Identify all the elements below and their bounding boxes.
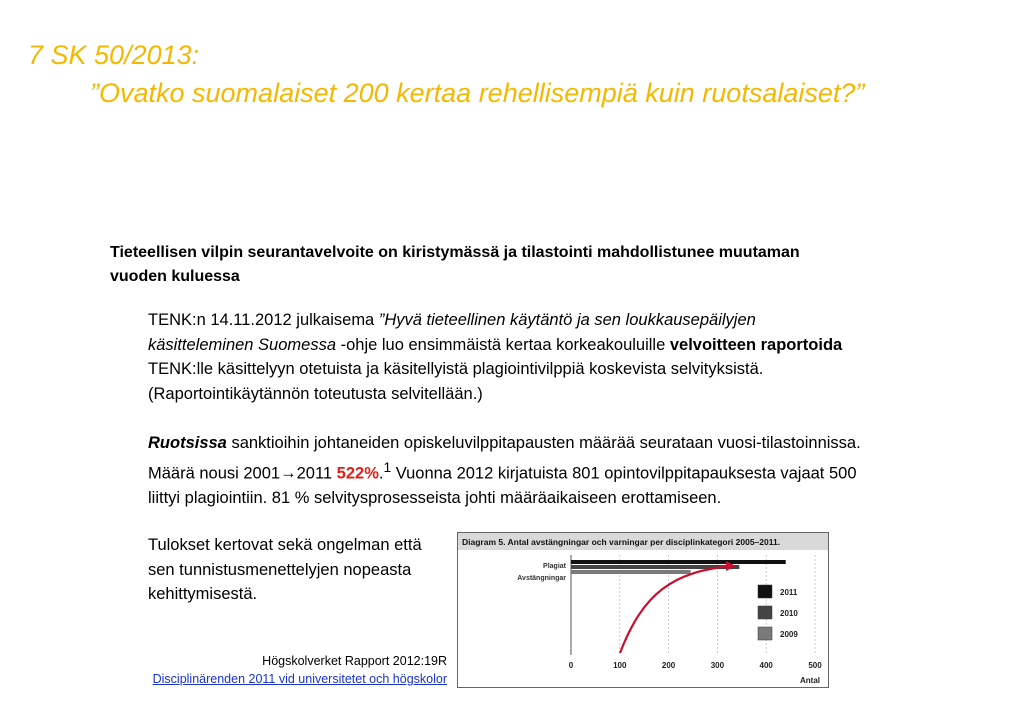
category-label-plagiat: Plagiat (543, 563, 566, 570)
x-tick-label-200: 200 (661, 661, 676, 670)
p1-text-3: TENK:lle käsittelyyn otetuista ja käsitellyistä plagiointivilppiä koskevista selvityksistä. (Raportointikäytännön toteutusta selvitellään.) (148, 360, 764, 403)
legend-swatch-2011 (758, 585, 772, 598)
p2-text-3: . (378, 464, 384, 482)
source-citation (153, 652, 447, 688)
diagram-5-chart (457, 532, 829, 688)
x-axis-label: Antal (800, 676, 820, 685)
p2-text-2: 2011 (296, 464, 337, 482)
x-tick-label-100: 100 (613, 661, 627, 670)
right-arrow-icon: → (280, 464, 297, 482)
bar-plagiat-2011 (571, 560, 786, 564)
x-tick-label-500: 500 (808, 661, 822, 670)
paragraph-results: Tulokset kertovat sekä ongelman että sen tunnistusmenettelyjen nopeasta kehittymisestä. (148, 536, 422, 603)
x-tick-label-300: 300 (710, 661, 725, 670)
growth-arrow-curve (620, 566, 733, 653)
source-link[interactable]: Disciplinärenden 2011 vid universitetet och högskolor (152, 672, 447, 686)
p2-text-1: sanktioihin johtaneiden opiskeluvilppitapausten määrää seurataan vuosi-tilastoinnissa. Määrä nousi 2001 (148, 434, 861, 482)
bar-plagiat-2009 (571, 570, 691, 574)
legend-swatch-2010 (758, 606, 772, 619)
title-line-1: 7 SK 50/2013: (28, 40, 200, 70)
p1-guideline-title: Hyvä tieteellinen käytäntö ja sen loukkausepäilyjen käsitteleminen Suomessa (148, 311, 756, 354)
slide-title (28, 36, 864, 112)
section-heading: Tieteellisen vilpin seurantavelvoite on kiristymässä ja tilastointi mahdollistunee muutaman vuoden kuluessa (110, 244, 800, 285)
category-label-avstangningar: Avstängningar (517, 575, 566, 582)
paragraph-tenk (148, 308, 863, 406)
source-report: Högskolverket Rapport 2012:19R (262, 654, 447, 668)
legend-label-2011: 2011 (780, 588, 798, 597)
p1-bold-obligation: velvoitteen raportoida (669, 335, 843, 354)
p2-footnote-marker: 1 (383, 459, 392, 475)
p2-text-4: Vuonna 2012 kirjatuista 801 opintovilppitapauksesta vajaat 500 liittyi plagiointiin. 81 % selvitysprosesseista johti määräaikaiseen erottamiseen. (148, 464, 857, 507)
p2-ruotsissa: Ruotsissa (148, 434, 227, 452)
x-tick-label-400: 400 (759, 661, 773, 670)
p1-quote-mark: ” (378, 311, 385, 329)
title-line-2: ”Ovatko suomalaiset 200 kertaa rehellisempiä kuin ruotsalaiset?” (90, 78, 865, 108)
legend-swatch-2009 (758, 627, 772, 640)
p1-text-2: -ohje luo ensimmäistä kertaa korkeakouluille (336, 335, 670, 354)
chart-svg (458, 533, 828, 687)
legend-label-2009: 2009 (780, 630, 798, 639)
legend-label-2010: 2010 (780, 609, 798, 618)
p2-increase-percent: 522% (336, 464, 379, 482)
x-tick-label-0: 0 (568, 661, 574, 670)
p1-text-1: TENK:n 14.11.2012 julkaisema (148, 311, 379, 329)
chart-title: Diagram 5. Antal avstängningar och varningar per disciplinkategori 2005–2011. (462, 537, 781, 547)
paragraph-sweden (148, 431, 863, 510)
